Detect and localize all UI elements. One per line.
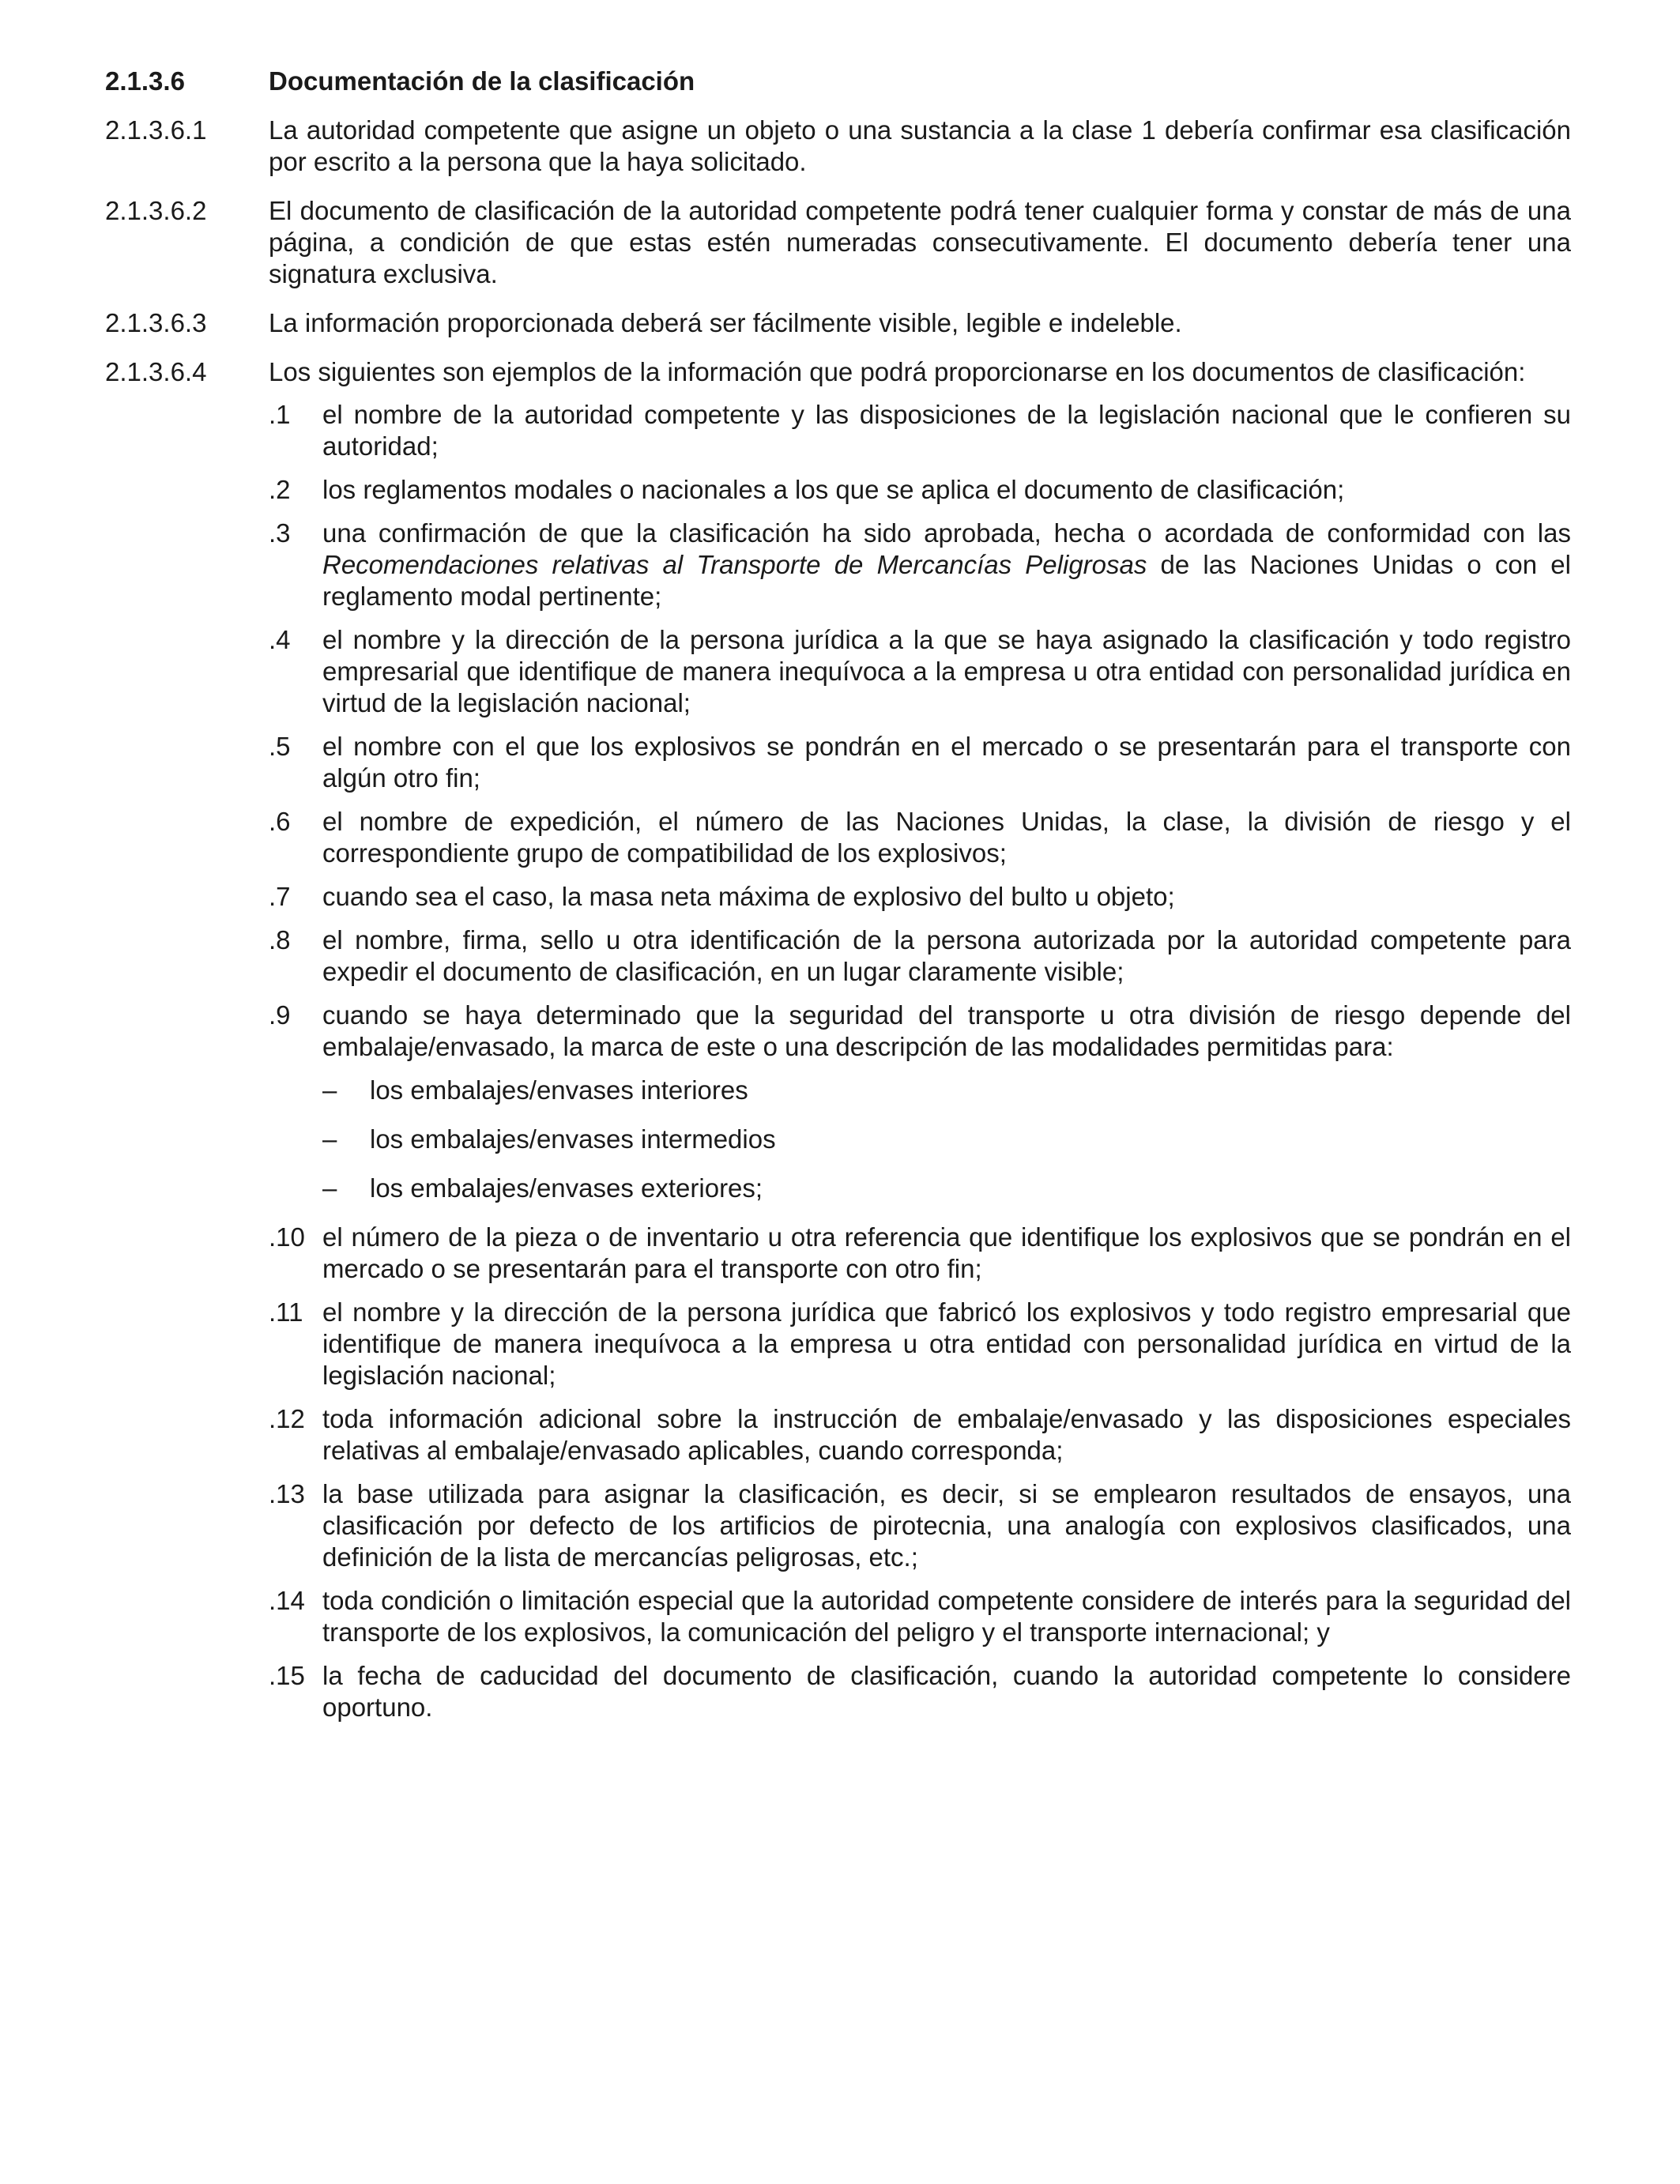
list-item-number: .6 xyxy=(269,807,291,836)
dash-marker: – xyxy=(322,1124,337,1154)
list-item xyxy=(269,924,1571,988)
paragraph-text: El documento de clasificación de la autoridad competente podrá tener cualquier forma y constar de más de una página, a condición de que estas estén numeradas consecutivamente. El documento debería tener una signatura exclusiva. xyxy=(269,196,1571,288)
list-item xyxy=(269,399,1571,462)
list-item xyxy=(269,1585,1571,1648)
list-item-text: el nombre, firma, sello u otra identificación de la persona autorizada por la autoridad competente para expedir el documento de clasificación, en un lugar claramente visible; xyxy=(322,925,1571,986)
list-item-number: .15 xyxy=(269,1661,305,1690)
paragraph-number: 2.1.3.6.4 xyxy=(105,357,207,386)
list-item-text: cuando sea el caso, la masa neta máxima de explosivo del bulto u objeto; xyxy=(322,882,1175,911)
list-item-number: .1 xyxy=(269,400,291,429)
list-item-text-start: una confirmación de que la clasificación ha sido aprobada, hecha o acordada de conformidad con las xyxy=(322,518,1571,548)
sub-list-item xyxy=(322,1075,1571,1106)
list-item xyxy=(269,731,1571,794)
list-item-number: .14 xyxy=(269,1586,305,1615)
list-item-number: .7 xyxy=(269,882,291,911)
list-item-text-end: de las Naciones Unidas o con el reglamento modal pertinente; xyxy=(322,550,1571,611)
paragraph-number: 2.1.3.6.3 xyxy=(105,308,207,337)
list-item-number: .13 xyxy=(269,1479,305,1508)
list-item-text: la fecha de caducidad del documento de clasificación, cuando la autoridad competente lo considere oportuno. xyxy=(322,1661,1571,1722)
list-item-text: el nombre y la dirección de la persona jurídica a la que se haya asignado la clasificación y todo registro empresarial que identifique de manera inequívoca a la empresa u otra entidad con personalidad jurídica en virtud de la legislación nacional; xyxy=(322,625,1571,717)
list-item xyxy=(269,1403,1571,1467)
section-title: Documentación de la clasificación xyxy=(269,66,695,96)
list-item-text: los reglamentos modales o nacionales a los que se aplica el documento de clasificación; xyxy=(322,475,1345,504)
section-heading xyxy=(105,66,1571,97)
list-item-text: toda información adicional sobre la instrucción de embalaje/envasado y las disposiciones especiales relativas al embalaje/envasado aplicables, cuando corresponda; xyxy=(322,1404,1571,1465)
sub-list-item xyxy=(322,1173,1571,1204)
paragraph-text: La autoridad competente que asigne un objeto o una sustancia a la clase 1 debería confirmar esa clasificación por escrito a la persona que la haya solicitado. xyxy=(269,115,1571,176)
paragraph-2-1-3-6-4 xyxy=(105,356,1571,1735)
list-item-number: .12 xyxy=(269,1404,305,1433)
list-item-text: la base utilizada para asignar la clasificación, es decir, si se emplearon resultados de ensayos, una clasificación por defecto de los artificios de pirotecnia, una analogía con explosivos clasificados, una definición de la lista de mercancías peligrosas, etc.; xyxy=(322,1479,1571,1572)
document-title-italic: Recomendaciones relativas al Transporte de Mercancías Peligrosas xyxy=(322,550,1147,579)
sub-list-item xyxy=(322,1124,1571,1155)
paragraph-text: La información proporcionada deberá ser fácilmente visible, legible e indeleble. xyxy=(269,308,1182,337)
list-item-number: .2 xyxy=(269,475,291,504)
list-item xyxy=(269,1000,1571,1063)
sub-list-item-text: los embalajes/envases intermedios xyxy=(370,1124,776,1154)
sub-list-item-text: los embalajes/envases exteriores; xyxy=(370,1173,763,1203)
paragraph-2-1-3-6-2 xyxy=(105,195,1571,290)
list-item-text: el nombre y la dirección de la persona jurídica que fabricó los explosivos y todo registro empresarial que identifique de manera inequívoca a la empresa u otra entidad con personalidad jurídica en virtud de la legislación nacional; xyxy=(322,1297,1571,1390)
list-item xyxy=(269,624,1571,719)
dash-marker: – xyxy=(322,1173,337,1203)
list-item xyxy=(269,518,1571,612)
section-number: 2.1.3.6 xyxy=(105,66,185,96)
list-item-text: el nombre de la autoridad competente y las disposiciones de la legislación nacional que le confieren su autoridad; xyxy=(322,400,1571,461)
paragraph-number: 2.1.3.6.2 xyxy=(105,196,207,225)
list-item-text: el nombre con el que los explosivos se pondrán en el mercado o se presentarán para el transporte con algún otro fin; xyxy=(322,732,1571,793)
list-item-text: el número de la pieza o de inventario u otra referencia que identifique los explosivos que se pondrán en el mercado o se presentarán para el transporte con otro fin; xyxy=(322,1222,1571,1283)
list-item xyxy=(269,1660,1571,1723)
list-item-number: .4 xyxy=(269,625,291,654)
list-item-number: .3 xyxy=(269,518,291,548)
list-item-text: cuando se haya determinado que la seguridad del transporte u otra división de riesgo depende del embalaje/envasado, la marca de este o una descripción de las modalidades permitidas para: xyxy=(322,1000,1571,1061)
document-page xyxy=(105,66,1571,1746)
list-item-number: .9 xyxy=(269,1000,291,1030)
paragraph-2-1-3-6-3 xyxy=(105,307,1571,339)
paragraph-body xyxy=(269,356,1571,1735)
list-item-text: toda condición o limitación especial que la autoridad competente considere de interés para la seguridad del transporte de los explosivos, la comunicación del peligro y el transporte internacional; y xyxy=(322,1586,1571,1647)
list-item-number: .11 xyxy=(269,1297,303,1327)
list-item xyxy=(269,1297,1571,1391)
list-item-text: el nombre de expedición, el número de las Naciones Unidas, la clase, la división de riesgo y el correspondiente grupo de compatibilidad de los explosivos; xyxy=(322,807,1571,868)
sub-list-item-text: los embalajes/envases interiores xyxy=(370,1075,748,1105)
paragraph-2-1-3-6-1 xyxy=(105,115,1571,178)
list-item-number: .10 xyxy=(269,1222,305,1252)
paragraph-text: Los siguientes son ejemplos de la información que podrá proporcionarse en los documentos de clasificación: xyxy=(269,357,1526,386)
list-item-text xyxy=(322,518,1571,612)
list-item xyxy=(269,1222,1571,1285)
dash-marker: – xyxy=(322,1075,337,1105)
list-item-number: .5 xyxy=(269,732,291,761)
list-item xyxy=(269,474,1571,506)
list-item xyxy=(269,806,1571,869)
list-item xyxy=(269,881,1571,913)
list-item-number: .8 xyxy=(269,925,291,955)
paragraph-number: 2.1.3.6.1 xyxy=(105,115,207,145)
list-item xyxy=(269,1478,1571,1573)
